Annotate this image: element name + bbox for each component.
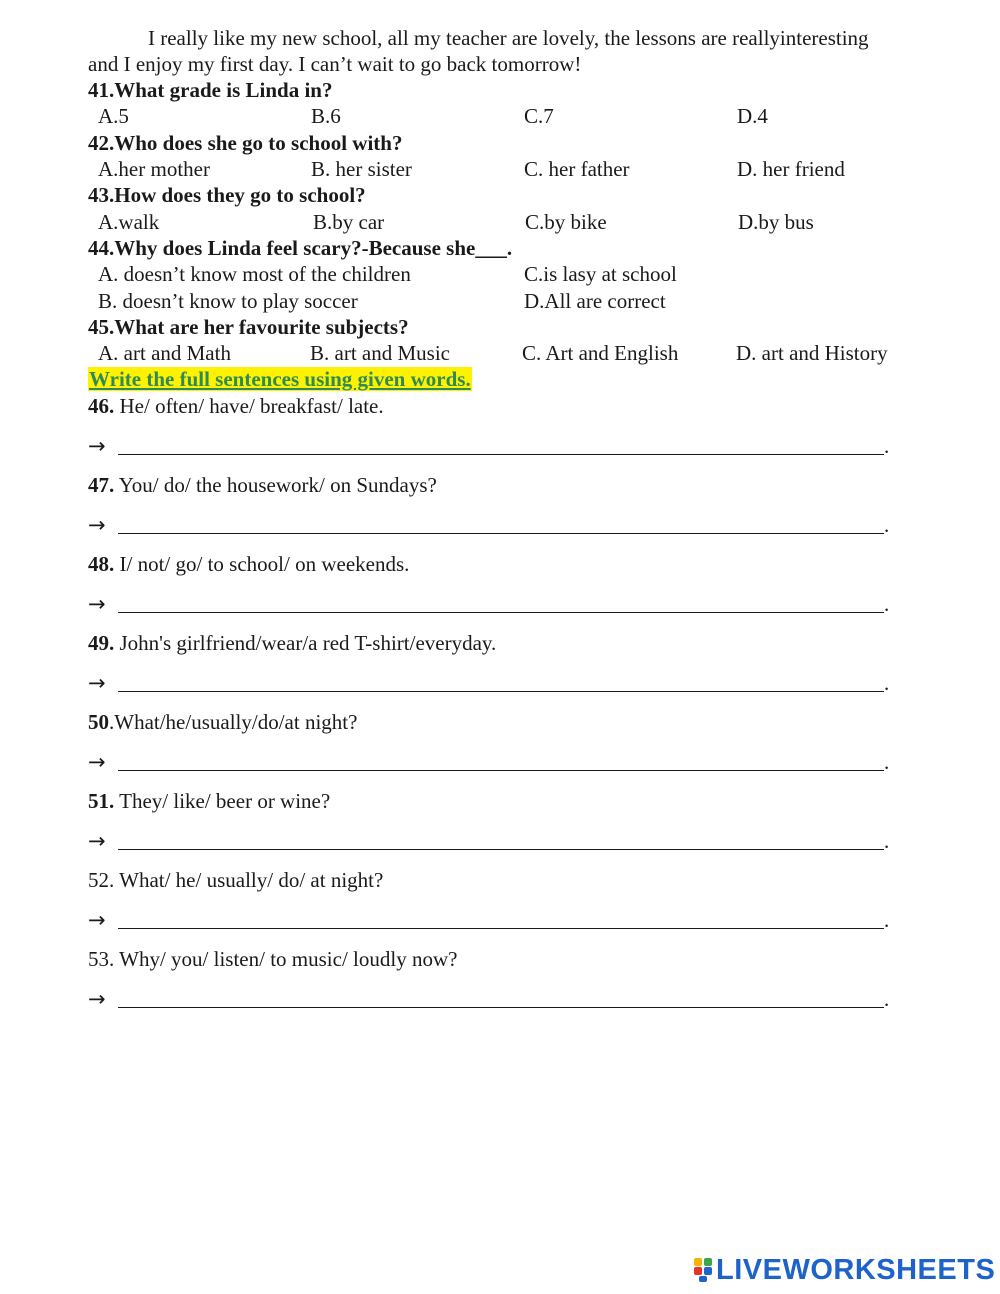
question-42: 42.Who does she go to school with? — [88, 131, 403, 155]
arrow-icon: → — [88, 513, 106, 537]
liveworksheets-logo-icon — [694, 1257, 714, 1283]
period: . — [884, 829, 890, 853]
option-43-b[interactable]: B.by car — [313, 210, 385, 234]
liveworksheets-logo — [694, 1254, 995, 1286]
section-heading: Write the full sentences using given words. — [89, 367, 471, 391]
item-number: 50 — [88, 710, 109, 734]
period: . — [884, 671, 890, 695]
answer-blank-49[interactable] — [118, 690, 884, 692]
option-42-b[interactable]: B. her sister — [311, 157, 412, 181]
option-45-b[interactable]: B. art and Music — [310, 341, 450, 365]
prompt-text: You/ do/ the housework/ on Sundays? — [114, 473, 437, 497]
option-43-c[interactable]: C.by bike — [525, 210, 607, 234]
writing-prompt-52 — [88, 867, 383, 893]
prompt-text: 53. Why/ you/ listen/ to music/ loudly now? — [88, 947, 458, 971]
item-number: 51. — [88, 789, 115, 813]
prompt-text: They/ like/ beer or wine? — [114, 789, 331, 813]
period: . — [884, 987, 890, 1011]
arrow-icon: → — [88, 592, 106, 616]
answer-blank-47[interactable] — [118, 532, 884, 534]
prompt-text: 52. What/ he/ usually/ do/ at night? — [88, 868, 384, 892]
answer-blank-48[interactable] — [118, 611, 884, 613]
period: . — [884, 434, 890, 458]
writing-prompt-49 — [88, 630, 496, 656]
option-43-a[interactable]: A.walk — [98, 210, 160, 234]
answer-blank-52[interactable] — [118, 927, 884, 929]
period: . — [884, 513, 890, 537]
period: . — [884, 592, 890, 616]
option-42-d[interactable]: D. her friend — [737, 157, 845, 181]
option-43-d[interactable]: D.by bus — [738, 210, 814, 234]
option-44-d[interactable]: D.All are correct — [524, 289, 666, 313]
arrow-icon: → — [88, 671, 106, 695]
writing-prompt-51 — [88, 788, 330, 814]
writing-prompt-47 — [88, 472, 437, 498]
writing-prompt-53 — [88, 946, 457, 972]
option-41-b[interactable]: B.6 — [311, 104, 341, 128]
answer-blank-46[interactable] — [118, 453, 884, 455]
prompt-text: John's girlfriend/wear/a red T-shirt/everyday. — [114, 631, 497, 655]
option-41-a[interactable]: A.5 — [98, 104, 129, 128]
option-41-c[interactable]: C.7 — [524, 104, 554, 128]
item-number: 49. — [88, 631, 115, 655]
option-45-d[interactable]: D. art and History — [736, 341, 888, 365]
option-42-c[interactable]: C. her father — [524, 157, 630, 181]
answer-blank-53[interactable] — [118, 1006, 884, 1008]
option-45-a[interactable]: A. art and Math — [98, 341, 231, 365]
option-41-d[interactable]: D.4 — [737, 104, 768, 128]
arrow-icon: → — [88, 750, 106, 774]
arrow-icon: → — [88, 987, 106, 1011]
writing-prompt-46 — [88, 393, 384, 419]
answer-blank-50[interactable] — [118, 769, 884, 771]
option-42-a[interactable]: A.her mother — [98, 157, 210, 181]
prompt-text: He/ often/ have/ breakfast/ late. — [114, 394, 384, 418]
arrow-icon: → — [88, 829, 106, 853]
prompt-text: .What/he/usually/do/at night? — [109, 710, 358, 734]
option-44-b[interactable]: B. doesn’t know to play soccer — [98, 289, 358, 313]
writing-prompt-50 — [88, 709, 357, 735]
arrow-icon: → — [88, 434, 106, 458]
item-number: 48. — [88, 552, 115, 576]
option-45-c[interactable]: C. Art and English — [522, 341, 679, 365]
writing-prompt-48 — [88, 551, 409, 577]
question-44: 44.Why does Linda feel scary?-Because she___. — [88, 236, 513, 260]
prompt-text: I/ not/ go/ to school/ on weekends. — [114, 552, 410, 576]
option-44-c[interactable]: C.is lasy at school — [524, 262, 677, 286]
arrow-icon: → — [88, 908, 106, 932]
item-number: 47. — [88, 473, 115, 497]
passage-line-2: and I enjoy my first day. I can’t wait to go back tomorrow! — [88, 52, 582, 76]
logo-text: LIVEWORKSHEETS — [716, 1253, 996, 1286]
passage-line-1: I really like my new school, all my teacher are lovely, the lessons are reallyinteresting — [148, 26, 869, 50]
question-45: 45.What are her favourite subjects? — [88, 315, 409, 339]
period: . — [884, 750, 890, 774]
question-43: 43.How does they go to school? — [88, 183, 366, 207]
period: . — [884, 908, 890, 932]
question-41: 41.What grade is Linda in? — [88, 78, 333, 102]
option-44-a[interactable]: A. doesn’t know most of the children — [98, 262, 411, 286]
item-number: 46. — [88, 394, 115, 418]
answer-blank-51[interactable] — [118, 848, 884, 850]
